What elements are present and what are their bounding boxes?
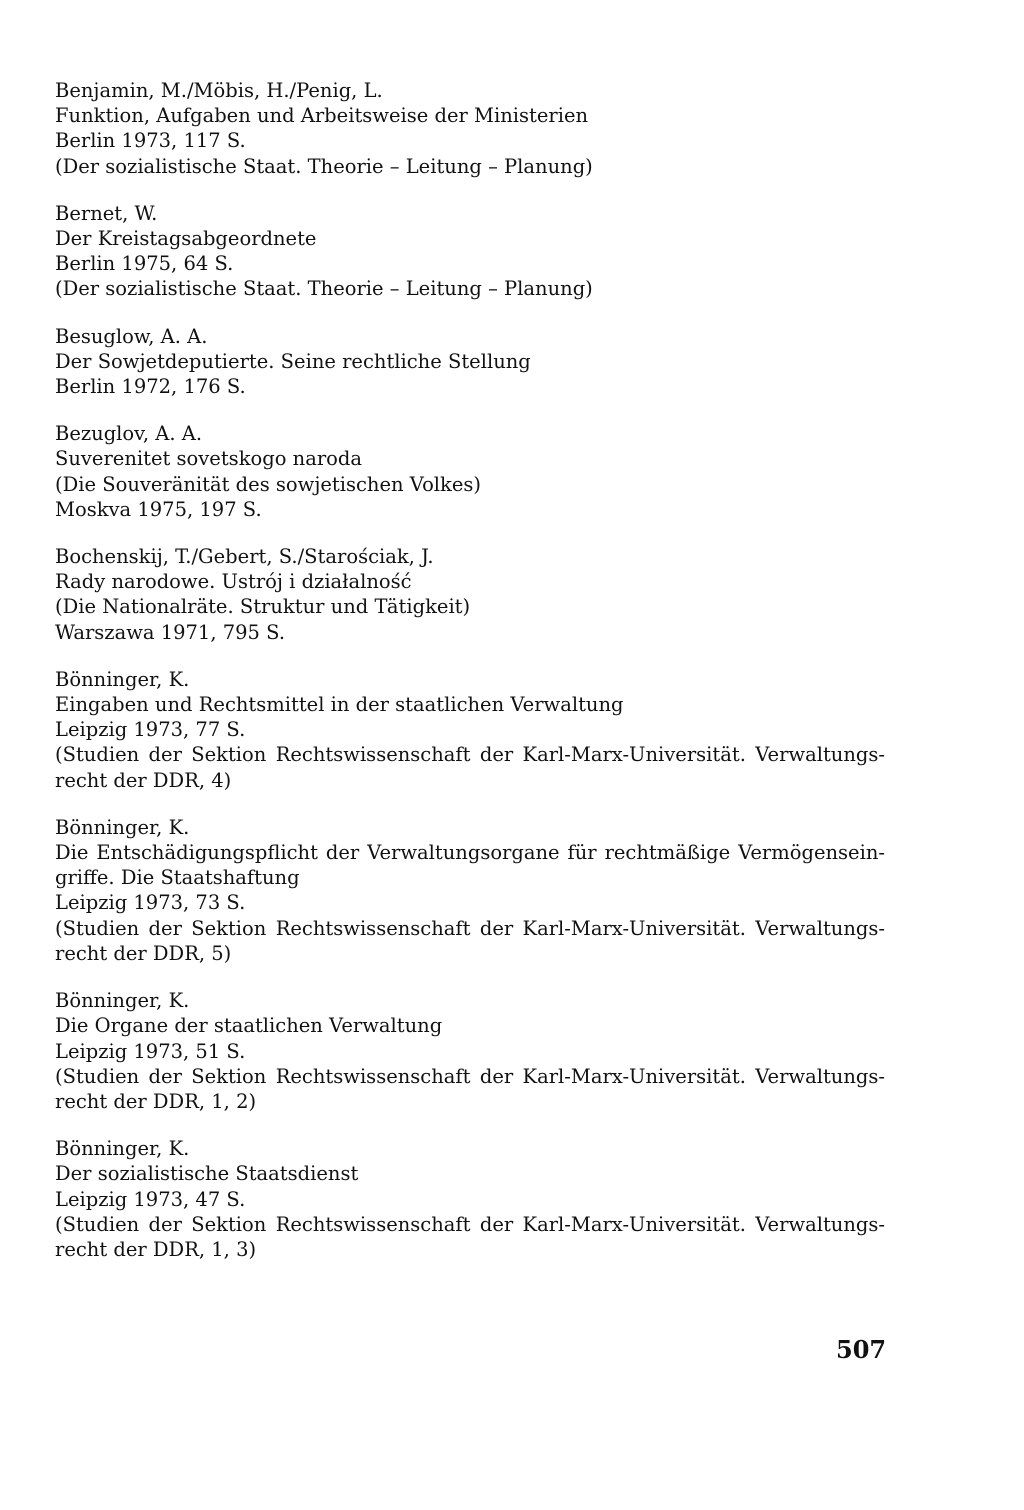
bibliography-entry <box>55 667 885 793</box>
entry-author: Bochenskij, T./Gebert, S./Starościak, J. <box>55 545 434 569</box>
page-number: 507 <box>836 1335 887 1364</box>
entry-translation: (Die Nationalräte. Struktur und Tätigkeit) <box>55 595 471 619</box>
entry-imprint: Warszawa 1971, 795 S. <box>55 620 286 644</box>
entry-author: Bezuglov, A. A. <box>55 422 203 446</box>
entry-series-continuation: recht der DDR, 1, 3) <box>55 1237 257 1261</box>
entry-author: Besuglow, A. A. <box>55 324 208 348</box>
entry-series: (Studien der Sektion Rechtswissenschaft der Karl-Marx-Universität. Verwaltungs- <box>55 743 885 767</box>
entry-imprint: Berlin 1973, 117 S. <box>55 129 246 153</box>
entry-imprint: Leipzig 1973, 51 S. <box>55 1039 246 1063</box>
entry-series: (Der sozialistische Staat. Theorie – Leitung – Planung) <box>55 277 593 301</box>
entry-title: Die Entschädigungspflicht der Verwaltungsorgane für rechtmäßige Vermögensein- <box>55 841 885 865</box>
bibliography-entry <box>55 421 885 522</box>
entry-series: (Studien der Sektion Rechtswissenschaft der Karl-Marx-Universität. Verwaltungs- <box>55 1212 885 1236</box>
entry-author: Bönninger, K. <box>55 1137 190 1161</box>
entry-series: (Studien der Sektion Rechtswissenschaft der Karl-Marx-Universität. Verwaltungs- <box>55 1064 885 1088</box>
bibliography-entry <box>55 1136 885 1262</box>
bibliography-entry <box>55 544 885 645</box>
entry-title-continuation: griffe. Die Staatshaftung <box>55 866 300 890</box>
entry-imprint: Berlin 1972, 176 S. <box>55 375 246 399</box>
entry-imprint: Leipzig 1973, 73 S. <box>55 891 246 915</box>
entry-translation: (Die Souveränität des sowjetischen Volkes) <box>55 472 482 496</box>
bibliography-entry <box>55 815 885 966</box>
bibliography-entry <box>55 78 885 179</box>
entry-title: Suverenitet sovetskogo naroda <box>55 447 363 471</box>
entry-title: Der sozialistische Staatsdienst <box>55 1162 359 1186</box>
bibliography-list <box>55 78 885 1284</box>
entry-series: (Der sozialistische Staat. Theorie – Leitung – Planung) <box>55 154 593 178</box>
entry-series-continuation: recht der DDR, 1, 2) <box>55 1089 257 1113</box>
entry-author: Bönninger, K. <box>55 815 190 839</box>
entry-title: Rady narodowe. Ustrój i działalność <box>55 570 412 594</box>
bibliography-entry <box>55 201 885 302</box>
entry-imprint: Moskva 1975, 197 S. <box>55 497 262 521</box>
entry-title: Funktion, Aufgaben und Arbeitsweise der Ministerien <box>55 104 589 128</box>
entry-title: Der Sowjetdeputierte. Seine rechtliche Stellung <box>55 349 531 373</box>
entry-imprint: Leipzig 1973, 77 S. <box>55 718 246 742</box>
entry-imprint: Berlin 1975, 64 S. <box>55 252 234 276</box>
entry-author: Benjamin, M./Möbis, H./Penig, L. <box>55 79 383 102</box>
entry-series-continuation: recht der DDR, 5) <box>55 941 232 965</box>
bibliography-entry <box>55 324 885 400</box>
entry-title: Die Organe der staatlichen Verwaltung <box>55 1014 443 1038</box>
entry-author: Bönninger, K. <box>55 989 190 1013</box>
entry-series-continuation: recht der DDR, 4) <box>55 768 232 792</box>
entry-imprint: Leipzig 1973, 47 S. <box>55 1187 246 1211</box>
bibliography-entry <box>55 988 885 1114</box>
entry-title: Der Kreistagsabgeordnete <box>55 227 317 251</box>
entry-title: Eingaben und Rechtsmittel in der staatlichen Verwaltung <box>55 693 624 717</box>
entry-author: Bernet, W. <box>55 201 158 225</box>
entry-series: (Studien der Sektion Rechtswissenschaft der Karl-Marx-Universität. Verwaltungs- <box>55 916 885 940</box>
entry-author: Bönninger, K. <box>55 667 190 691</box>
